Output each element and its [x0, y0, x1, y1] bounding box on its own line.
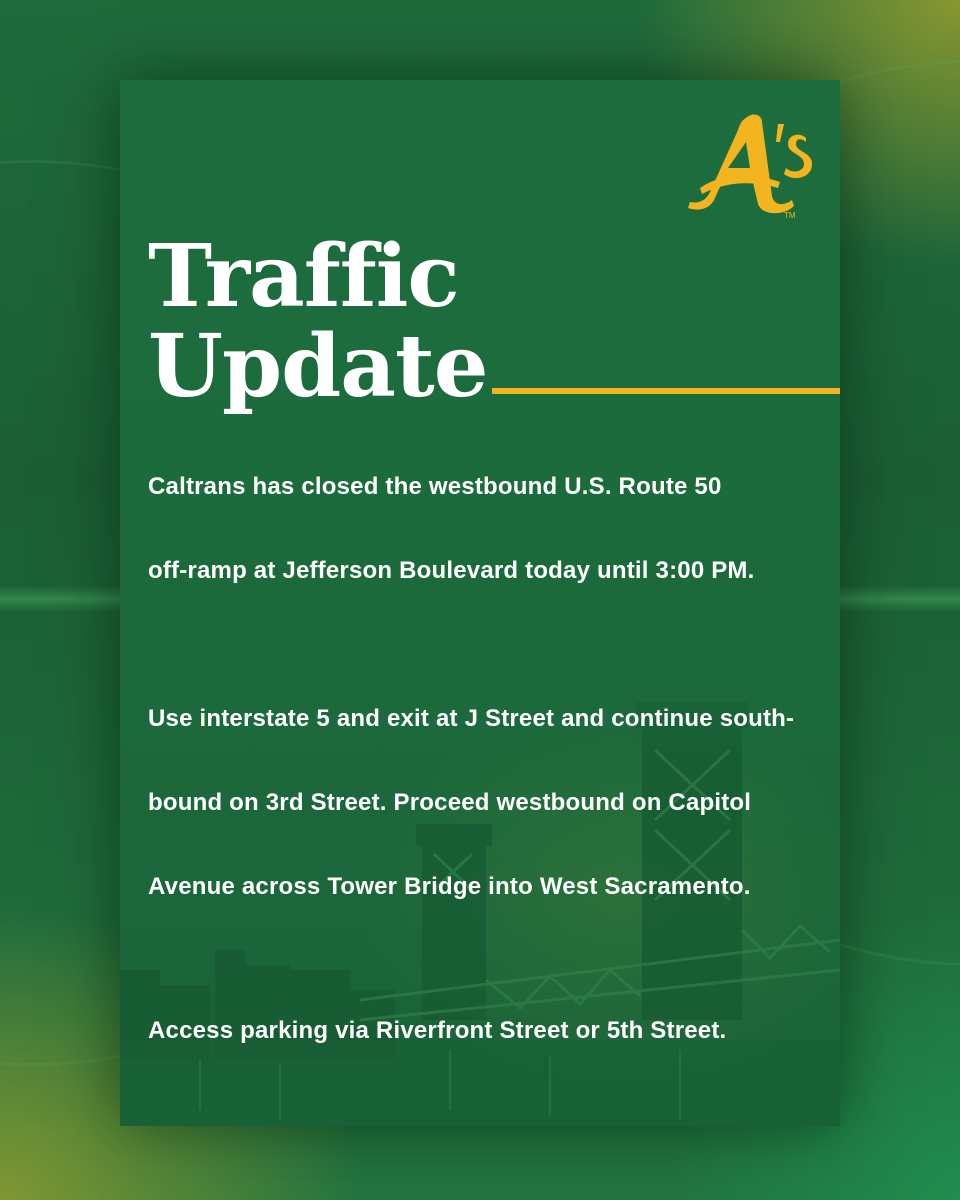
- parking-paragraph: [148, 1016, 726, 1100]
- athletics-logo: [680, 108, 820, 226]
- traffic-update-card: [120, 80, 840, 1126]
- paragraph-line: Use interstate 5 and exit at J Street and continue south-: [148, 705, 795, 732]
- title-underline-rule: [492, 388, 840, 394]
- paragraph-line: bound on 3rd Street. Proceed westbound on Capitol: [148, 789, 752, 816]
- closure-paragraph: [148, 472, 755, 640]
- detour-paragraph: [148, 704, 794, 956]
- title-line-2: Update: [148, 316, 488, 417]
- paragraph-line: Access parking via Riverfront Street or 5th Street.: [148, 1017, 727, 1044]
- title-line-1: Traffic: [148, 226, 459, 327]
- paragraph-line: Caltrans has closed the westbound U.S. Route 50: [148, 473, 722, 500]
- svg-text:TM: TM: [784, 211, 796, 220]
- paragraph-line: off-ramp at Jefferson Boulevard today until 3:00 PM.: [148, 557, 755, 584]
- paragraph-line: Avenue across Tower Bridge into West Sacramento.: [148, 873, 751, 900]
- page-title: [148, 226, 488, 417]
